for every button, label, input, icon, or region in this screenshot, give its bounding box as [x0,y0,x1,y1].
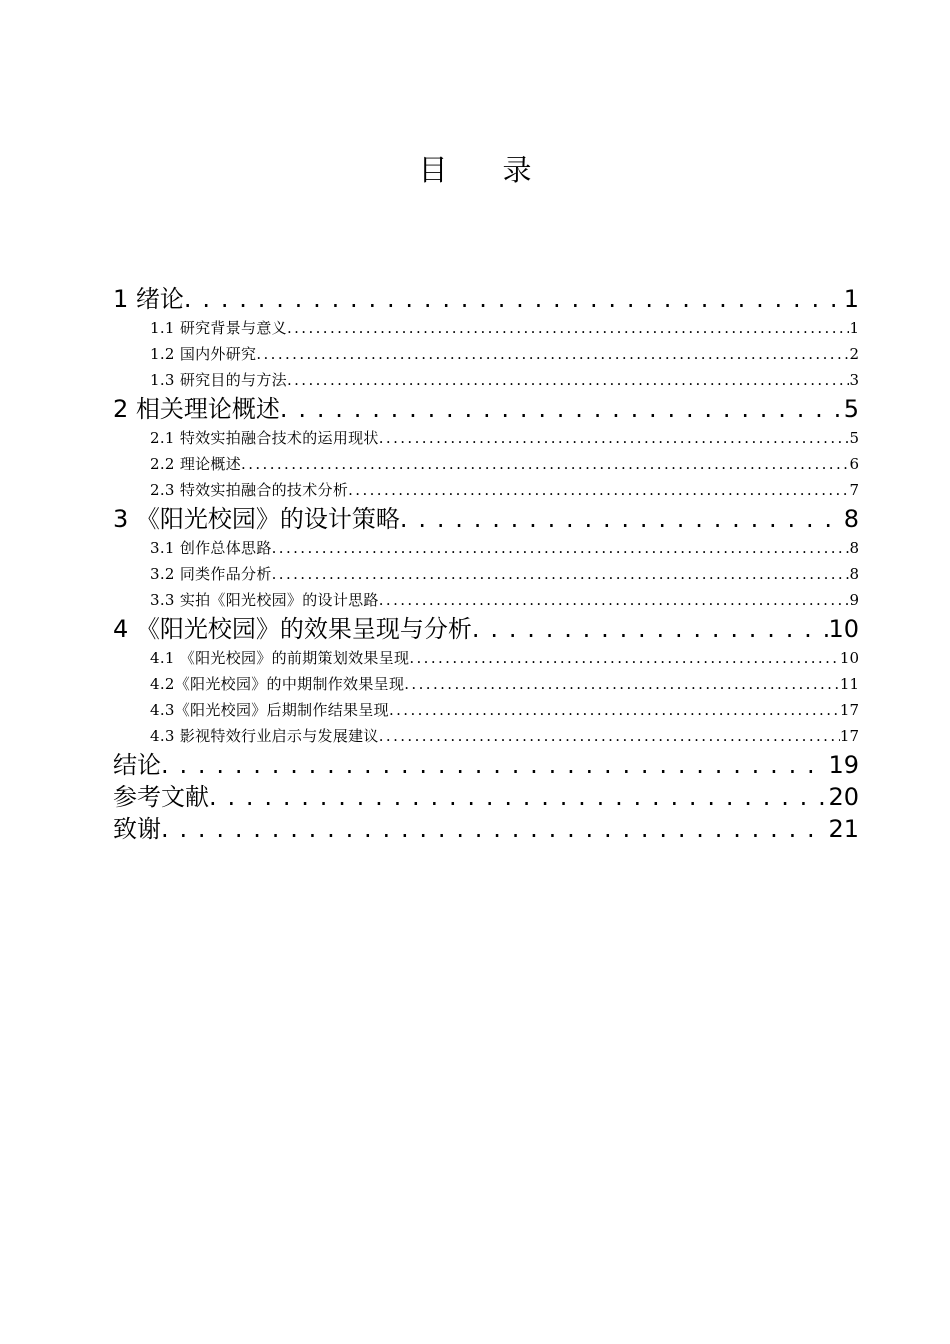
toc-page-number: 17 [839,701,859,719]
toc-chapter-entry[interactable] [113,283,859,315]
toc-entry-label: 1.3 研究目的与方法 [150,371,287,389]
dot-leader [161,813,828,845]
toc-page-number: 9 [849,591,859,609]
toc-page-number: 10 [828,615,859,643]
dot-leader [389,697,840,723]
toc-entry-label: 1.1 研究背景与意义 [150,319,287,337]
dot-leader [209,781,828,813]
toc-section-entry[interactable] [113,561,859,587]
toc-section-entry[interactable] [113,671,859,697]
dot-leader [400,503,844,535]
dot-leader [404,671,840,697]
toc-page-number: 19 [828,751,859,779]
toc-page-number: 5 [849,429,859,447]
dot-leader [379,587,850,613]
toc-chapter-entry[interactable] [113,613,859,645]
toc-page-number: 7 [849,481,859,499]
toc-page-number: 8 [849,539,859,557]
toc-page-number: 6 [849,455,859,473]
toc-title: 目录 [418,153,587,187]
dot-leader [272,535,850,561]
toc-section-entry[interactable] [113,451,859,477]
dot-leader [409,645,840,671]
dot-leader [184,283,844,315]
toc-entry-label: 结论 [113,751,161,779]
toc-page-number: 8 [843,505,859,533]
toc-section-entry[interactable] [113,723,859,749]
dot-leader [348,477,849,503]
toc-chapter-entry[interactable] [113,749,859,781]
dot-leader [256,341,849,367]
toc-section-entry[interactable] [113,425,859,451]
toc-section-entry[interactable] [113,587,859,613]
toc-entry-label: 4.3 影视特效行业启示与发展建议 [150,727,379,745]
dot-leader [272,561,850,587]
toc-chapter-entry[interactable] [113,393,859,425]
toc-page-number: 17 [839,727,859,745]
toc-chapter-entry[interactable] [113,503,859,535]
toc-section-entry[interactable] [113,315,859,341]
dot-leader [241,451,849,477]
toc-page-number: 1 [849,319,859,337]
toc-page-number: 5 [843,395,859,423]
toc-page-number: 21 [828,815,859,843]
toc-section-entry[interactable] [113,535,859,561]
toc-page-number: 3 [849,371,859,389]
toc-entry-label: 3.2 同类作品分析 [150,565,272,583]
dot-leader [379,425,850,451]
toc-entry-label: 4.2《阳光校园》的中期制作效果呈现 [150,675,405,693]
dot-leader [161,749,828,781]
dot-leader [472,613,829,645]
toc-page-number: 1 [843,285,859,313]
toc-page-number: 20 [828,783,859,811]
toc-section-entry[interactable] [113,697,859,723]
toc-entry-label: 1 绪论 [113,285,184,313]
toc-entry-label: 2.2 理论概述 [150,455,242,473]
toc-section-entry[interactable] [113,341,859,367]
toc-entry-label: 4.3《阳光校园》后期制作结果呈现 [150,701,389,719]
table-of-contents [113,283,859,845]
toc-entry-label: 3.1 创作总体思路 [150,539,272,557]
toc-entry-label: 2.1 特效实拍融合技术的运用现状 [150,429,379,447]
toc-section-entry[interactable] [113,645,859,671]
toc-entry-label: 4 《阳光校园》的效果呈现与分析 [113,615,472,643]
toc-entry-label: 2 相关理论概述 [113,395,280,423]
toc-page-number: 8 [849,565,859,583]
toc-section-entry[interactable] [113,477,859,503]
dot-leader [280,393,844,425]
toc-entry-label: 4.1 《阳光校园》的前期策划效果呈现 [150,649,410,667]
toc-page-number: 2 [849,345,859,363]
toc-entry-label: 参考文献 [113,783,209,811]
dot-leader [287,315,850,341]
toc-page-number: 10 [839,649,859,667]
toc-chapter-entry[interactable] [113,813,859,845]
toc-entry-label: 致谢 [113,815,161,843]
toc-entry-label: 2.3 特效实拍融合的技术分析 [150,481,349,499]
toc-chapter-entry[interactable] [113,781,859,813]
toc-entry-label: 3.3 实拍《阳光校园》的设计思路 [150,591,379,609]
toc-entry-label: 3 《阳光校园》的设计策略 [113,505,400,533]
toc-page-number: 11 [839,675,859,693]
dot-leader [379,723,840,749]
toc-entry-label: 1.2 国内外研究 [150,345,257,363]
toc-section-entry[interactable] [113,367,859,393]
dot-leader [287,367,850,393]
